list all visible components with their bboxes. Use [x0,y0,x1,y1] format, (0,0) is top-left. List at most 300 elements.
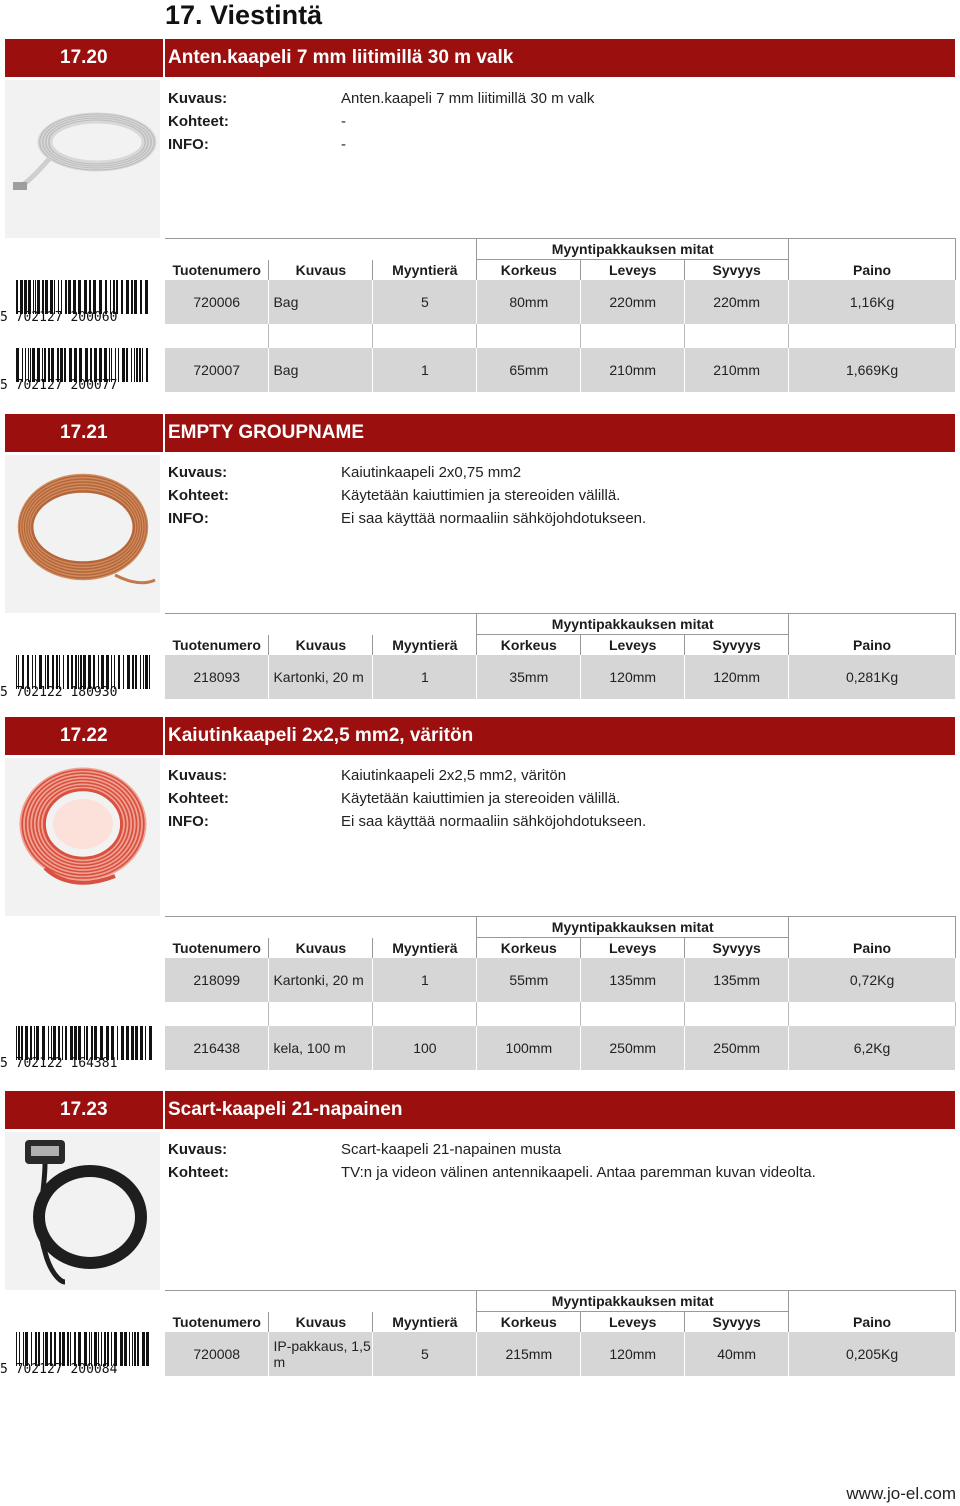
barcode-bar [121,1026,124,1060]
barcode-bar [86,1026,88,1060]
header-spacer [165,1291,269,1312]
info-label: INFO: [168,136,209,153]
column-header: Korkeus [477,938,581,959]
info-label: Kuvaus: [168,90,228,107]
barcode-bar [84,280,87,314]
barcode-bar [67,655,69,689]
barcode-bar [123,655,124,689]
barcode-bar [99,280,102,314]
barcode-bar [93,655,95,689]
header-spacer [269,1291,373,1312]
product-row [165,1026,956,1070]
barcode-bar [118,348,119,382]
barcode-bars [16,655,152,689]
column-header: Paino [789,260,956,281]
spacer-cell [789,324,956,348]
info-label: INFO: [168,813,209,830]
barcode-bar [111,1026,114,1060]
barcode-bar [107,1332,109,1366]
product-cell: 1 [373,348,477,392]
barcode-bar [78,1026,81,1060]
cable-illustration [5,80,160,238]
spacer-cell [165,324,269,348]
section-header [5,414,955,452]
barcode-bar [115,348,116,382]
barcode-bar [62,1332,65,1366]
barcode-bar [100,1026,103,1060]
barcode-bar [54,280,55,314]
product-row [165,1332,956,1376]
barcode-bar [114,1332,117,1366]
product-cell: 1,16Kg [789,280,956,324]
barcode-bar [94,1332,97,1366]
barcode-bar [139,348,141,382]
barcode-bar [132,655,134,689]
barcode-lead: 5 [0,685,8,700]
spacer-cell [581,324,685,348]
barcode-right: 164381 [70,1056,118,1071]
barcode-bar [94,1026,97,1060]
barcode-bar [78,1332,81,1366]
info-value: Käytetään kaiuttimien ja stereoiden välillä. [341,790,621,807]
column-header: Korkeus [477,260,581,281]
column-header: Tuotenumero [165,635,269,656]
barcode-digits [0,685,160,700]
barcode-bar [79,348,82,382]
product-photo [5,455,160,613]
column-header: Paino [789,938,956,959]
barcode-bar [111,348,112,382]
product-cell: 100 [373,1026,477,1070]
barcode-bar [89,1332,90,1366]
table-header-row [165,1312,956,1333]
column-header: Tuotenumero [165,1312,269,1333]
barcode-bar [91,1026,93,1060]
row-spacer [165,1002,956,1026]
barcode-bar [38,1332,40,1366]
barcode-bar [137,1332,139,1366]
barcode-lead: 5 [0,378,8,393]
barcode-bar [101,1332,102,1366]
barcode-bar [48,1026,49,1060]
header-spacer [373,239,477,260]
barcode-bar [131,280,133,314]
barcode-bar [59,655,60,689]
column-header: Myyntierä [373,1312,477,1333]
barcode [0,280,160,328]
barcode-bar [57,348,59,382]
header-spacer [269,239,373,260]
product-cell: 210mm [685,348,789,392]
barcode-left: 702127 [15,378,63,393]
barcode-bar [16,280,18,314]
column-header: Paino [789,1312,956,1333]
barcode-bar [90,348,92,382]
barcode-bar [69,348,72,382]
product-cell: Kartonki, 20 m [269,655,373,699]
barcode-bar [140,280,142,314]
barcode-bar [111,1332,112,1366]
barcode-bar [18,655,19,689]
barcode-bar [31,1332,32,1366]
header-spacer [789,614,956,635]
page-title: 17. Viestintä [165,0,323,30]
section-title: Anten.kaapeli 7 mm liitimillä 30 m valk [168,47,514,68]
table-header-group-row [165,239,956,260]
barcode-bar [122,348,125,382]
product-cell: 1 [373,655,477,699]
barcode-bar [20,280,23,314]
product-cell: 1,669Kg [789,348,956,392]
info-label: Kohteet: [168,487,229,504]
barcode-bar [120,1332,123,1366]
barcode-bar [131,348,132,382]
barcode-bar [135,655,137,689]
column-header: Syvyys [685,938,789,959]
info-value: Ei saa käyttää normaaliin sähköjohdotukseen. [341,813,647,830]
spacer [8,310,16,325]
barcode-bar [25,348,26,382]
barcode-bar [33,280,34,314]
barcode-bar [78,655,79,689]
barcode-bar [56,655,58,689]
spacer-cell [269,324,373,348]
table-header-group-row [165,1291,956,1312]
spec-table [165,238,956,392]
barcode-bar [45,280,48,314]
header-divider [163,414,165,452]
barcode-bar [65,280,67,314]
barcode-bar [110,280,111,314]
barcode-bar [84,1332,87,1366]
column-header: Myyntierä [373,635,477,656]
column-header: Paino [789,635,956,656]
product-photo [5,1132,160,1290]
barcode-bar [140,1026,143,1060]
spacer [8,685,16,700]
header-divider [163,717,165,755]
spacer-cell [165,1002,269,1026]
column-header: Tuotenumero [165,938,269,959]
barcode-bar [146,1332,149,1366]
product-row [165,280,956,324]
column-header: Leveys [581,635,685,656]
barcode-bar [35,1332,37,1366]
barcode-bar [80,655,82,689]
barcode-bars [16,1332,152,1366]
product-cell: Bag [269,280,373,324]
product-cell: 120mm [581,655,685,699]
barcode-bar [51,348,54,382]
product-cell: 720006 [165,280,269,324]
spacer-cell [477,324,581,348]
barcode-bar [32,655,33,689]
spacer-cell [581,1002,685,1026]
product-cell: 5 [373,1332,477,1376]
info-value: Käytetään kaiuttimien ja stereoiden välillä. [341,487,621,504]
barcode-bar [114,655,115,689]
barcode-bar [50,1332,52,1366]
barcode-bar [143,655,144,689]
table-header-row [165,938,956,959]
barcode-bar [74,1026,77,1060]
barcode-bar [28,280,31,314]
barcode-bar [74,1332,76,1366]
barcode-bar [74,348,77,382]
cable-illustration [5,1132,160,1290]
barcode-bar [48,348,50,382]
barcode-bars [16,280,152,314]
column-header: Korkeus [477,1312,581,1333]
barcode-left: 702122 [15,1056,63,1071]
barcode-left: 702127 [15,1362,63,1377]
info-value: Kaiutinkaapeli 2x0,75 mm2 [341,464,522,481]
barcode-bar [101,655,104,689]
product-cell: 720008 [165,1332,269,1376]
info-value: Anten.kaapeli 7 mm liitimillä 30 m valk [341,90,595,107]
column-header: Leveys [581,1312,685,1333]
info-label: Kuvaus: [168,464,228,481]
barcode-bar [36,1026,39,1060]
barcode-digits [0,378,160,393]
spec-table [165,613,956,699]
barcode-bar [78,280,81,314]
barcode-bar [42,348,43,382]
product-cell: 120mm [685,655,789,699]
group-header: Myyntipakkauksen mitat [477,1291,789,1312]
section-number: 17.23 [60,1099,108,1120]
section-number: 17.22 [60,725,108,746]
barcode-bar [113,280,115,314]
product-cell: 210mm [581,348,685,392]
barcode-bar [50,280,53,314]
barcode-bar [126,280,129,314]
barcode-bar [42,280,44,314]
barcode-bar [16,1332,17,1366]
barcode-bar [21,1026,23,1060]
barcode-bar [145,280,148,314]
info-value: TV:n ja videon välinen antennikaapeli. Antaa paremman kuvan videolta. [341,1164,816,1181]
barcode-bar [16,1026,17,1060]
barcode-bar [30,1026,32,1060]
barcode-bar [54,1332,56,1366]
barcode-bar [63,655,64,689]
barcode-bar [47,655,49,689]
barcode-bar [104,348,107,382]
barcode-bar [25,1332,28,1366]
column-header: Leveys [581,938,685,959]
barcode-bar [142,348,143,382]
barcode-bar [91,1332,92,1366]
table-header-group-row [165,917,956,938]
barcode-bar [93,280,96,314]
info-label: Kuvaus: [168,1141,228,1158]
barcode-bar [22,348,23,382]
barcode-bar [22,655,24,689]
column-header: Kuvaus [269,635,373,656]
spacer [8,1362,16,1377]
barcode-bar [118,655,120,689]
table-header-row [165,260,956,281]
barcode-bar [34,1026,35,1060]
product-cell: IP-pakkaus, 1,5 m [269,1332,373,1376]
barcode-bar [35,655,36,689]
barcode-bar [30,348,31,382]
barcode-bar [16,655,17,689]
header-divider [163,1091,165,1129]
barcode-bar [134,1332,136,1366]
product-cell: 65mm [477,348,581,392]
barcode-bar [135,1026,138,1060]
header-spacer [789,1291,956,1312]
product-cell: 220mm [685,280,789,324]
barcode-bar [70,1332,71,1366]
barcode-bar [132,1332,133,1366]
header-spacer [165,614,269,635]
barcode-bar [105,280,107,314]
barcode-bar [42,1026,45,1060]
barcode-bars [16,348,152,382]
barcode-digits [0,310,160,325]
barcode-bar [124,1332,127,1366]
section-number: 17.21 [60,422,108,443]
product-cell: 1 [373,958,477,1002]
header-spacer [373,614,477,635]
group-header: Myyntipakkauksen mitat [477,917,789,938]
section-title: EMPTY GROUPNAME [168,422,365,443]
barcode [0,655,160,703]
barcode-bar [134,348,135,382]
header-spacer [789,917,956,938]
barcode-bar [28,348,29,382]
product-cell: 120mm [581,1332,685,1376]
barcode-lead: 5 [0,1056,8,1071]
product-cell: Bag [269,348,373,392]
header-spacer [269,917,373,938]
spacer-cell [477,1002,581,1026]
barcode-bar [39,655,42,689]
barcode-bar [64,348,66,382]
barcode [0,1332,160,1380]
barcode-right: 180930 [70,685,118,700]
barcode-bar [68,280,71,314]
barcode-lead: 5 [0,310,8,325]
table-header-group-row [165,614,956,635]
barcode-bar [71,655,73,689]
barcode-bar [99,348,102,382]
barcode-bar [52,655,54,689]
column-header: Syvyys [685,260,789,281]
spacer [8,1056,16,1071]
info-value: - [341,113,346,130]
column-header: Syvyys [685,1312,789,1333]
info-label: Kohteet: [168,790,229,807]
barcode-bar [149,655,150,689]
barcode-bar [35,280,36,314]
group-header: Myyntipakkauksen mitat [477,614,789,635]
barcode-bar [73,280,76,314]
product-cell: 135mm [581,958,685,1002]
barcode-bar [142,1332,145,1366]
barcode-bar [146,348,148,382]
barcode-bar [70,1026,73,1060]
header-divider [163,39,165,77]
barcode-bar [85,348,88,382]
info-value: Kaiutinkaapeli 2x2,5 mm2, väritön [341,767,567,784]
barcode-bar [75,655,77,689]
barcode-bar [136,348,138,382]
product-cell: 0,281Kg [789,655,956,699]
product-cell: 720007 [165,348,269,392]
barcode-left: 702122 [15,685,63,700]
spacer-cell [373,324,477,348]
column-header: Kuvaus [269,260,373,281]
product-cell: 220mm [581,280,685,324]
barcode-bar [27,655,29,689]
group-header: Myyntipakkauksen mitat [477,239,789,260]
product-cell: 250mm [685,1026,789,1070]
footer-url[interactable]: www.jo-el.com [846,1484,956,1503]
barcode-bar [45,1332,48,1366]
barcode [0,1026,160,1074]
barcode-bar [117,1026,118,1060]
barcode-bar [127,655,130,689]
barcode-right: 200060 [70,310,118,325]
section-number: 17.20 [60,47,108,68]
header-spacer [269,614,373,635]
row-spacer [165,324,956,348]
barcode-digits [0,1056,160,1071]
product-cell: 216438 [165,1026,269,1070]
info-label: Kohteet: [168,1164,229,1181]
product-row [165,958,956,1002]
barcode-bar [19,1332,20,1366]
section-title: Scart-kaapeli 21-napainen [168,1099,403,1120]
barcode-bar [98,1332,99,1366]
barcode-bar [58,280,59,314]
barcode-bar [25,1026,28,1060]
barcode-bar [89,280,91,314]
barcode-bar [126,1026,129,1060]
header-spacer [165,239,269,260]
product-cell: 100mm [477,1026,581,1070]
barcode-bar [111,655,112,689]
barcode-bar [45,655,46,689]
product-row [165,348,956,392]
barcode-bar [98,655,99,689]
product-cell: 0,72Kg [789,958,956,1002]
barcode-bar [67,1332,69,1366]
barcode-bar [53,1026,56,1060]
barcode-right: 200077 [70,378,118,393]
spec-table [165,916,956,1070]
spacer-cell [373,1002,477,1026]
barcode-bar [37,280,40,314]
product-cell: 40mm [685,1332,789,1376]
header-spacer [373,1291,477,1312]
product-row [165,655,956,699]
product-cell: 218099 [165,958,269,1002]
barcode-bar [61,280,62,314]
barcode-bar [65,1026,67,1060]
barcode-bar [23,1332,24,1366]
barcode-bar [18,1026,20,1060]
header-spacer [373,917,477,938]
product-cell: 215mm [477,1332,581,1376]
barcode-bar [59,1332,61,1366]
product-cell: 80mm [477,280,581,324]
barcode-bar [104,1332,106,1366]
